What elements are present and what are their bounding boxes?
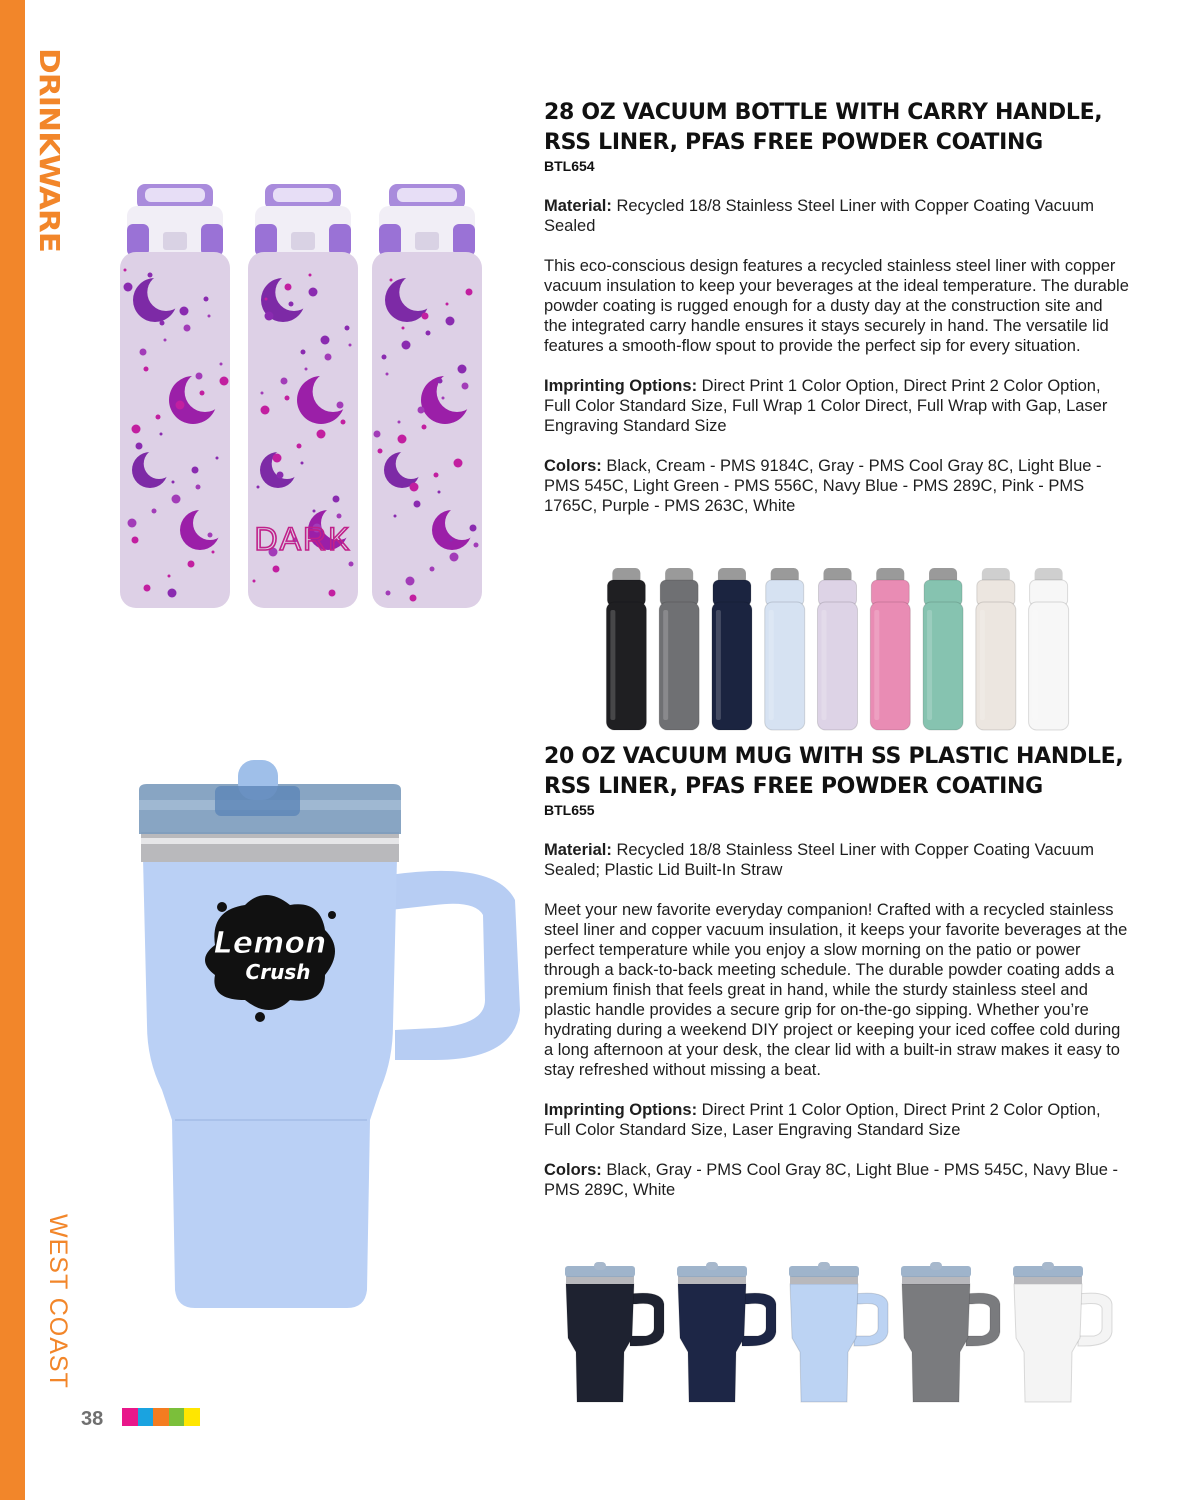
logo-line1: Lemon <box>213 926 327 961</box>
product-title <box>544 742 1129 802</box>
variant-mug-3 <box>901 1262 1000 1402</box>
swatch-2 <box>153 1408 169 1426</box>
imprint-label: Imprinting Options: <box>544 377 698 395</box>
variant-bottle-3 <box>765 568 805 730</box>
product-sku: BTL654 <box>544 158 595 174</box>
description-text: Meet your new favorite everyday companion! Crafted with a recycled stainless steel liner and copper vacuum insulation, it keeps your favorite beverages at the perfect temperature while you enjoy a slow morning on the patio or power through a back-to-back meeting schedule. The durable powder coating adds a premium finish that feels great in hand, while the sturdy stainless steel and plastic handle provides a secure grip for on-the-go sipping. Whether you’re hydrating during a weekend DIY project or keeping your iced coffee cold during a long afternoon at your desk, the clear lid with a built-in straw makes it easy to stay refreshed without missing a beat. <box>544 901 1128 1079</box>
swatch-3 <box>169 1408 185 1426</box>
material-value: Recycled 18/8 Stainless Steel Liner with Copper Coating Vacuum Sealed <box>544 197 1094 235</box>
material-label: Material: <box>544 197 612 215</box>
product-title-line1: 20 OZ VACUUM MUG WITH SS PLASTIC HANDLE, <box>544 744 1124 769</box>
imprint-text <box>544 376 1129 436</box>
variant-bottle-4 <box>818 568 858 730</box>
color-variants-btl655 <box>560 1262 1120 1412</box>
bottle-print-text: DARK <box>254 521 352 557</box>
colors-label: Colors: <box>544 457 602 475</box>
product-title <box>544 98 1129 158</box>
product-image-btl655 <box>135 760 525 1320</box>
variant-bottle-1 <box>659 568 699 730</box>
variant-bottle-5 <box>870 568 910 730</box>
product-btl654 <box>544 98 1129 536</box>
sidebar-accent-bar <box>0 0 25 1500</box>
product-image-btl654 <box>105 180 495 610</box>
variant-mug-4 <box>1013 1262 1112 1402</box>
variant-mug-0 <box>565 1262 664 1402</box>
imprint-value: Direct Print 1 Color Option, Direct Print 2 Color Option, Full Color Standard Size, Full Wrap 1 Color Direct, Full Wrap with Gap, Laser Engraving Standard Size <box>544 377 1108 435</box>
imprint-text <box>544 1100 1129 1140</box>
description-text: This eco-conscious design features a recycled stainless steel liner with copper vacuum insulation to keep your beverages at the ideal temperature. The durable powder coating is rugged enough for a dusty day at the construction site and the integrated carry handle ensures it stays securely in hand. The versatile lid features a smooth-flow spout to provide the perfect sip for every situation. <box>544 257 1129 355</box>
product-btl655 <box>544 742 1129 1220</box>
colors-text <box>544 1160 1129 1200</box>
product-title-line2: RSS LINER, PFAS FREE POWDER COATING <box>544 774 1043 799</box>
color-variants-btl654 <box>600 562 1075 734</box>
brand-label: WEST COAST <box>44 1214 72 1389</box>
variant-bottle-0 <box>606 568 646 730</box>
section-title: DRINKWARE <box>32 48 66 252</box>
swatch-1 <box>138 1408 154 1426</box>
logo-line2: Crush <box>245 960 311 984</box>
variant-mug-2 <box>789 1262 888 1402</box>
swatch-4 <box>184 1408 200 1426</box>
variant-bottle-2 <box>712 568 752 730</box>
material-label: Material: <box>544 841 612 859</box>
colors-value: Black, Gray - PMS Cool Gray 8C, Light Blue - PMS 545C, Navy Blue - PMS 289C, White <box>544 1161 1119 1199</box>
colors-label: Colors: <box>544 1161 602 1179</box>
page-number: 38 <box>81 1408 104 1430</box>
steel-band <box>141 832 399 862</box>
swatch-0 <box>122 1408 138 1426</box>
variant-bottle-8 <box>1029 568 1069 730</box>
material-value: Recycled 18/8 Stainless Steel Liner with Copper Coating Vacuum Sealed; Plastic Lid Built-In Straw <box>544 841 1094 879</box>
colors-text <box>544 456 1129 516</box>
colors-value: Black, Cream - PMS 9184C, Gray - PMS Cool Gray 8C, Light Blue - PMS 545C, Light Green - PMS 556C, Navy Blue - PMS 289C, Pink - PMS 1765C, Purple - PMS 263C, White <box>544 457 1102 515</box>
product-title-line2: RSS LINER, PFAS FREE POWDER COATING <box>544 130 1043 155</box>
color-swatch-strip <box>122 1408 200 1426</box>
product-title-line1: 28 OZ VACUUM BOTTLE WITH CARRY HANDLE, <box>544 100 1103 125</box>
product-sku: BTL655 <box>544 802 595 818</box>
material-text <box>544 196 1129 236</box>
imprint-label: Imprinting Options: <box>544 1101 698 1119</box>
bottle-0 <box>120 184 230 608</box>
variant-bottle-7 <box>976 568 1016 730</box>
material-text <box>544 840 1129 880</box>
variant-mug-1 <box>677 1262 776 1402</box>
variant-bottle-6 <box>923 568 963 730</box>
mug-handle <box>390 871 520 1060</box>
bottle-2 <box>372 184 482 608</box>
imprint-value: Direct Print 1 Color Option, Direct Print 2 Color Option, Full Color Standard Size, Laser Engraving Standard Size <box>544 1101 1101 1139</box>
